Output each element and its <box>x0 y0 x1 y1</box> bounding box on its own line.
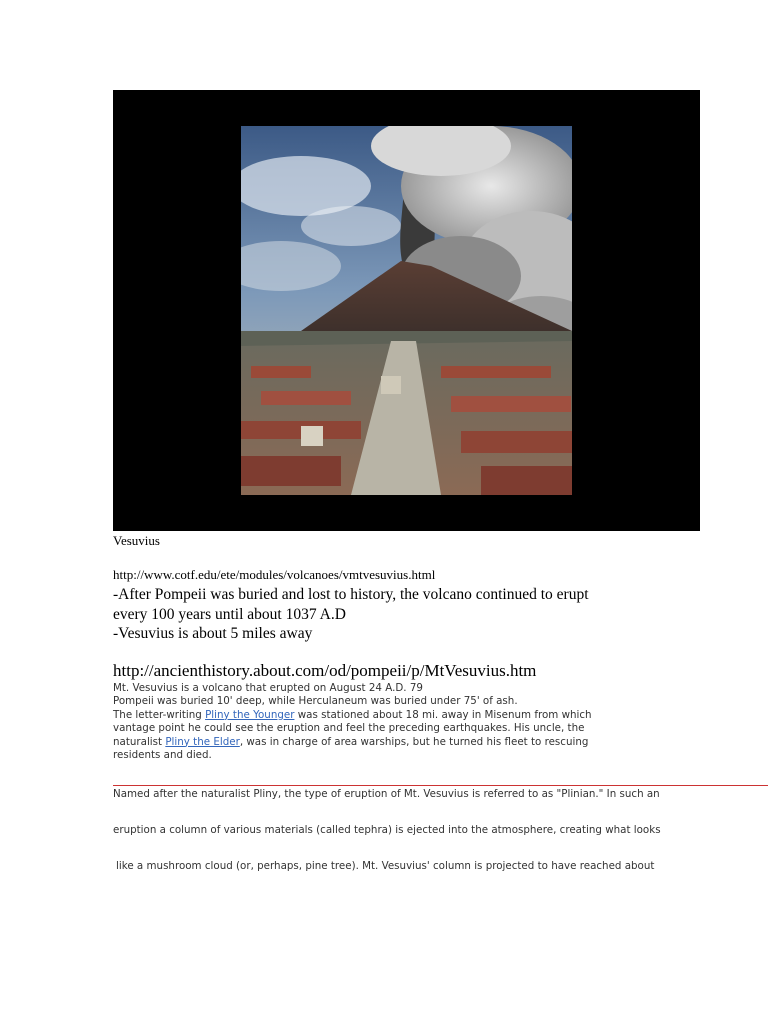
excerpt-text: The letter-writing <box>113 708 206 721</box>
excerpt-line: residents and died. <box>113 749 212 762</box>
paragraph-line: Named after the naturalist Pliny, the type of eruption of Mt. Vesuvius is referred to as "Plinian." In such an <box>113 788 660 800</box>
bullet-line: -Vesuvius is about 5 miles away <box>113 625 313 642</box>
excerpt-text: was stationed about 18 mi. away in Misenum from which <box>294 708 592 721</box>
bullet-line: -After Pompeii was buried and lost to history, the volcano continued to erupt <box>113 586 589 603</box>
paragraph-line: eruption a column of various materials (called tephra) is ejected into the atmosphere, creating what looks <box>113 824 661 836</box>
source-url-about: http://ancienthistory.about.com/od/pompeii/p/MtVesuvius.htm <box>113 661 537 680</box>
pliny-the-elder-link[interactable]: Pliny the Elder <box>165 735 240 748</box>
pliny-the-younger-link[interactable]: Pliny the Younger <box>205 708 295 721</box>
excerpt-text: , was in charge of area warships, but he turned his fleet to rescuing <box>239 735 589 748</box>
bullet-line: every 100 years until about 1037 A.D <box>113 605 346 623</box>
image-caption: Vesuvius <box>113 533 160 548</box>
excerpt-line: Pompeii was buried 10' deep, while Herculaneum was buried under 75' of ash. <box>113 695 518 708</box>
excerpt-line <box>113 709 592 722</box>
vesuvius-eruption-image <box>241 126 572 495</box>
excerpt-text: naturalist <box>113 735 166 748</box>
vesuvius-image-frame <box>113 90 700 531</box>
excerpt-line: vantage point he could see the eruption and feel the preceding earthquakes. His uncle, the <box>113 722 585 735</box>
paragraph-line: like a mushroom cloud (or, perhaps, pine tree). Mt. Vesuvius' column is projected to have reached about <box>116 860 655 872</box>
bullet-notes <box>113 585 589 644</box>
about-excerpt <box>113 682 592 762</box>
excerpt-line <box>113 736 592 749</box>
source-url-cotf: http://www.cotf.edu/ete/modules/volcanoes/vmtvesuvius.html <box>113 567 436 582</box>
excerpt-line: Mt. Vesuvius is a volcano that erupted on August 24 A.D. 79 <box>113 682 423 694</box>
divider-rule <box>113 785 768 786</box>
